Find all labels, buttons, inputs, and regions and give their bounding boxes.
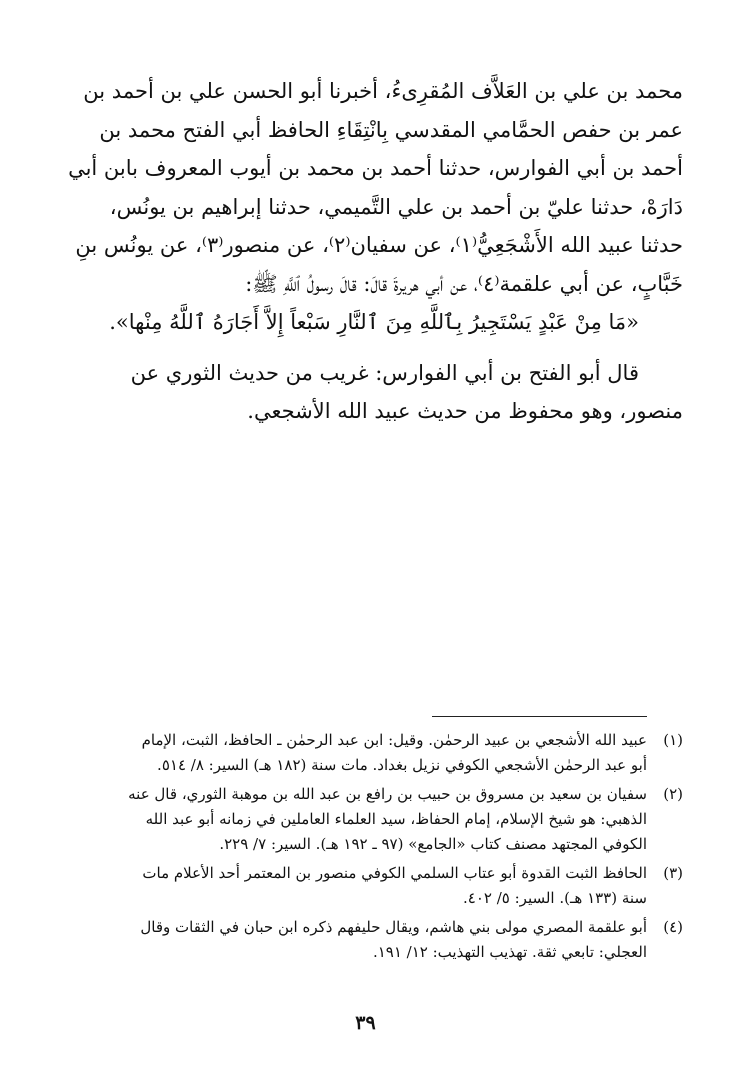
footnote-body	[43, 915, 647, 965]
footnote-number: (٣)	[663, 864, 683, 882]
footnote-line: الكوفي المجتهد مصنف كتاب «الجامع» (٩٧ ـ ١٩٢ هـ). السير: ٧/ ٢٢٩.	[219, 835, 647, 853]
paragraph-gap	[43, 342, 683, 354]
footnote-line: الذهبي: هو شيخ الإسلام، إمام الحفاظ، سيد العلماء العاملين في زمانه أبو عبد الله	[145, 810, 647, 828]
footnote-line: أبو عبد الرحمٰن الأشجعي الكوفي نزيل بغداد. مات سنة (١٨٢ هـ) السير: ٨/ ٥١٤.	[157, 756, 647, 774]
page-number: ٣٩	[355, 1012, 376, 1034]
text-line: محمد بن علي بن العَلاَّف المُقرِىءُ، أخبرنا أبو الحسن علي بن أحمد بن	[83, 79, 683, 103]
footnote-line: سفيان بن سعيد بن مسروق بن حبيب بن رافع بن عبد الله بن موهبة الثوري، قال عنه	[128, 785, 647, 803]
footnote-number: (٢)	[663, 785, 683, 803]
footnotes	[43, 728, 683, 969]
commentary-line: منصور، وهو محفوظ من حديث عبيد الله الأشجعي.	[247, 399, 683, 423]
main-text	[43, 72, 683, 431]
footnote-body	[43, 861, 647, 911]
hadith-text: «مَا مِنْ عَبْدٍ يَسْتَجِيرُ بِٱللَّهِ مِنَ ٱلنَّارِ سَبْعاً إِلاَّ أَجَارَهُ ٱللَّهُ مِنْها».	[109, 310, 639, 334]
footnote-line: الحافظ الثبت القدوة أبو عتاب السلمي الكوفي منصور بن المعتمر أحد الأعلام مات	[142, 864, 647, 882]
commentary-line: قال أبو الفتح بن أبي الفوارس: غريب من حديث الثوري عن	[130, 360, 639, 385]
footnote-number: (١)	[663, 731, 683, 749]
footnote-body	[43, 728, 647, 778]
footnote-4	[43, 915, 683, 965]
footnote-number: (٤)	[663, 918, 683, 936]
footnote-1	[43, 728, 683, 778]
footnote-3	[43, 861, 683, 911]
text-line: خَبَّابٍ، عن أبي علقمة⁽٤⁾، عن أبي هريرةَ قالَ: قالَ رسولُ ٱللَّهِ ﷺ:	[245, 271, 683, 296]
footnote-divider	[432, 716, 647, 717]
footnote-2	[43, 782, 683, 857]
text-line: أحمد بن أبي الفوارس، حدثنا أحمد بن محمد بن أيوب المعروف بابن أبي	[68, 156, 683, 180]
text-line: عمر بن حفص الحمَّامي المقدسي بِانْتِقَاءِ الحافظ أبي الفتح محمد بن	[99, 117, 683, 142]
text-line: دَارَهْ، حدثنا عليّ بن أحمد بن علي التَّميمي، حدثنا إبراهيم بن يونُس،	[109, 194, 683, 219]
footnote-body	[43, 782, 647, 857]
text-line: حدثنا عبيد الله الأَشْجَعِيُّ⁽١⁾، عن سفيان⁽٢⁾، عن منصور⁽٣⁾، عن يونُس بنِ	[75, 233, 683, 257]
footnote-line: أبو علقمة المصري مولى بني هاشم، ويقال حليفهم ذكره ابن حبان في الثقات وقال	[140, 918, 647, 936]
footnote-line: سنة (١٣٣ هـ). السير: ٥/ ٤٠٢.	[463, 889, 647, 907]
footnote-line: عبيد الله الأشجعي بن عبيد الرحمٰن. وقيل: ابن عبد الرحمٰن ـ الحافظ، الثبت، الإمام	[141, 731, 647, 749]
footnote-line: العجلي: تابعي ثقة. تهذيب التهذيب: ١٢/ ١٩١.	[372, 943, 647, 961]
